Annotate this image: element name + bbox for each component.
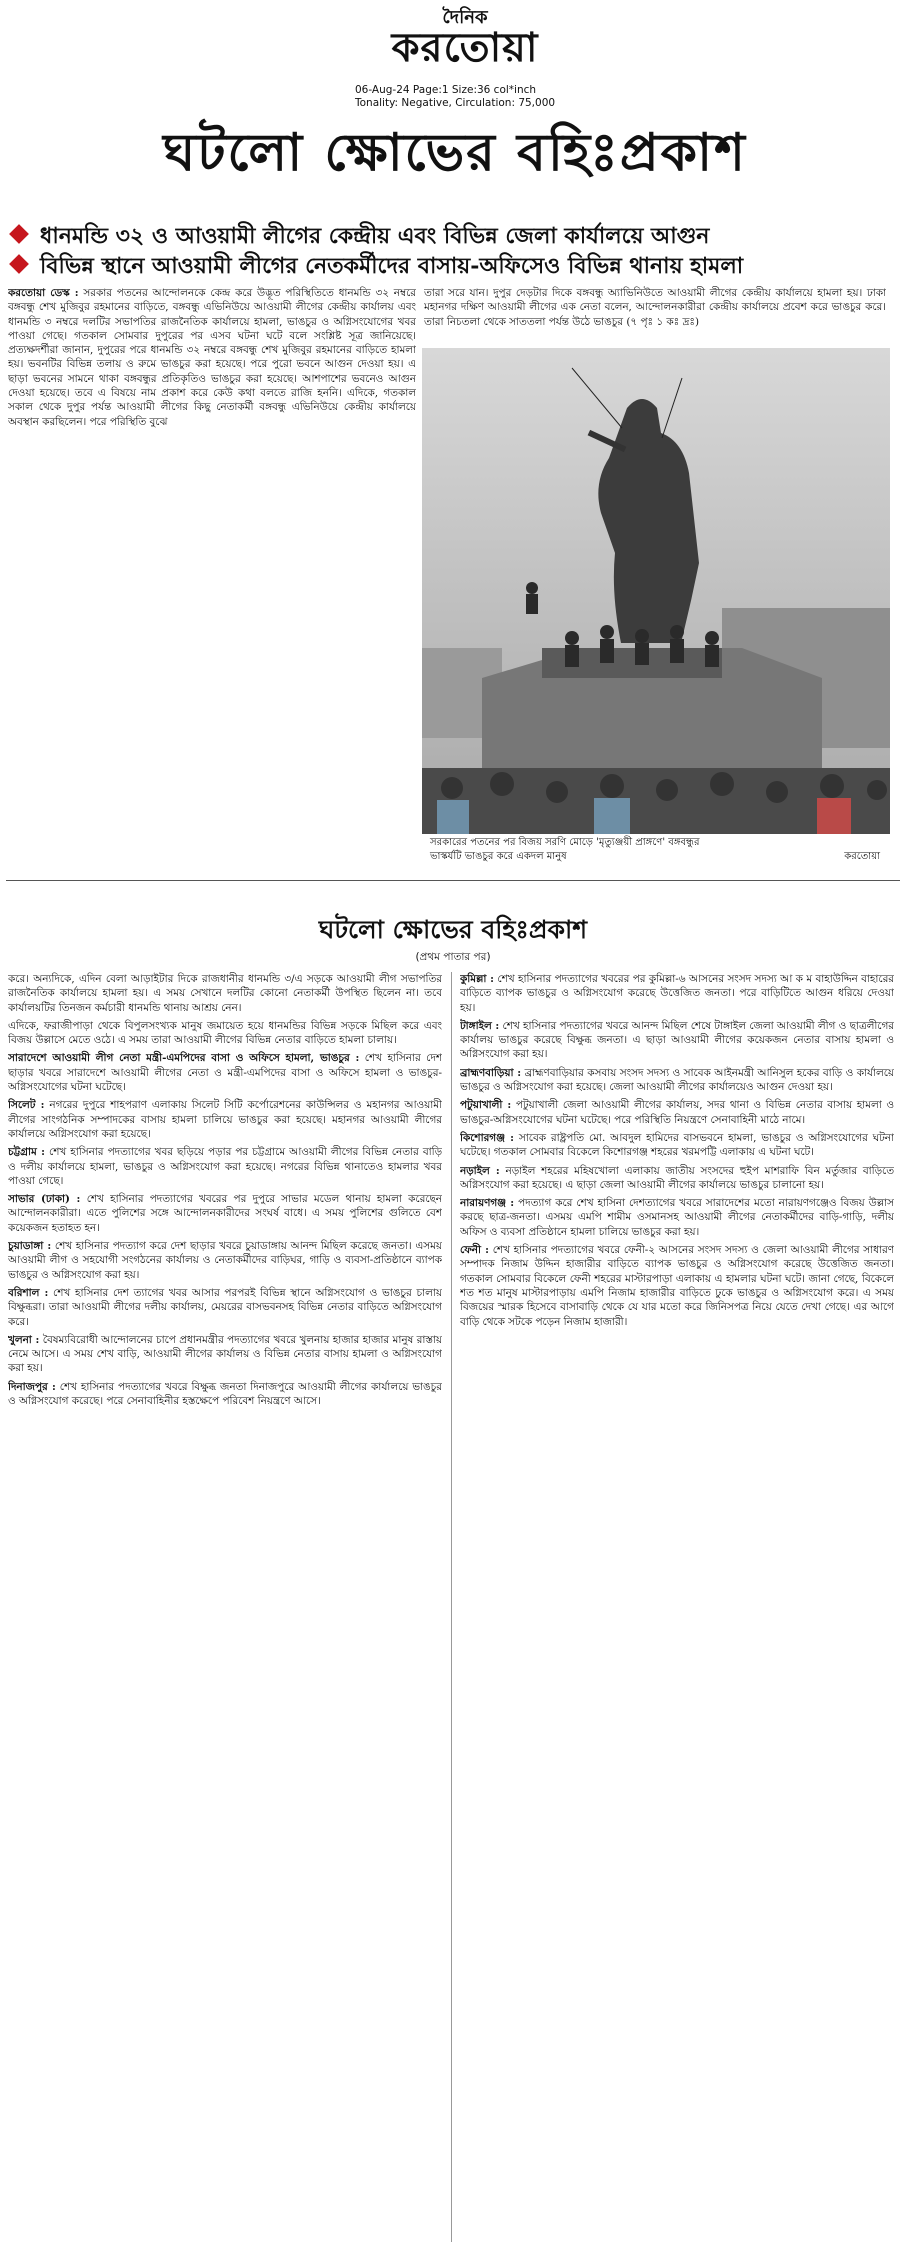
caption-line-2: ভাস্কর্যটি ভাঙচুর করে একদল মানুষ [430,851,567,862]
continuation-left-column [8,972,442,2242]
masthead-paper-name: করতোয়া [391,24,539,71]
column-divider [451,972,452,2242]
continuation-subtitle: (প্রথম পাতার পর) [415,951,491,963]
para-right: নড়াইল : নড়াইল শহরের মহিষখোলা এলাকায় জাতীয় সংসদের হুইপ মাশরাফি বিন মর্তুজার বাড়িতে অগ্নিসংযোগ করা হয়েছে। এ ছাড়া জেলা আওয়ামী লীগের কার্যালয়ে ভাঙচুর চালানো হয়। [460,1164,894,1191]
caption-line-2-row [430,850,880,864]
para-right: কিশোরগঞ্জ : সাবেক রাষ্ট্রপতি মো. আবদুল হামিদের বাসভবনে হামলা, ভাঙচুর ও অগ্নিসংযোগের ঘটনা ঘটেছে। গতকাল সোমবার বিকেলে কিশোরগঞ্জ শহরের খরমপট্টি এলাকায় এ ঘটনা ঘটে। [460,1131,894,1159]
subhead-2-text: বিভিন্ন স্থানে আওয়ামী লীগের নেতকর্মীদের বাসায়-অফিসেও বিভিন্ন থানায় হামলা [40,253,744,279]
lead-body-right: তারা সরে যান। দুপুর দেড়টার দিকে বঙ্গবন্ধু অ্যাভিনিউতে আওয়ামী লীগের কেন্দ্রীয় কার্যালয়ে হামলা হয়। ঢাকা মহানগর দক্ষিণ আওয়ামী লীগের এক নেতা বলেন, আন্দোলনকারীরা কেন্দ্রীয় কার্যালয়ে প্রবেশ করে ভাঙচুর করে। তারা নিচতলা থেকে সাততলা পর্যন্ত উঠে ভাঙচুর [424,287,886,328]
clipping-meta [355,84,555,110]
red-diamond-icon [9,224,29,244]
lead-dateline: করতোয়া ডেস্ক : [8,287,79,299]
para-left: সারাদেশে আওয়ামী লীগ নেতা মন্ত্রী-এমপিদের বাসা ও অফিসে হামলা, ভাঙচুর : শেখ হাসিনার দেশ ছাড়ার খবরে সারাদেশে আওয়ামী লীগের নেতা ও মন্ত্রী-এমপিদের বাসা ও অফিসে হামলা ও ভাঙচুর-অগ্নিসংযোগের ঘটনা ঘটেছে। [8,1052,442,1094]
para-right: নারায়ণগঞ্জ : পদত্যাগ করে শেখ হাসিনা দেশত্যাগের খবরে সারাদেশের মতো নারায়ণগঞ্জেও বিজয় উল্লাস করছে ছাত্র-জনতা। এসময় এমপি শামীম ওসমানসহ আওয়ামী লীগের নেতাকর্মীদের বাড়ি-গাড়ি, দলীয় অফিস ও ব্যবসা প্রতিষ্ঠানে হামলা চালিয়ে ভাঙচুর করা হয়। [460,1197,894,1238]
para-right: পটুয়াখালী : পটুয়াখালী জেলা আওয়ামী লীগের কার্যালয়, সদর থানা ও বিভিন্ন নেতার বাসায় হামলা ও ভাঙচুর-অগ্নিসংযোগের ঘটনা ঘটেছে। পরে পরিস্থিতি নিয়ন্ত্রণে সেনাবাহিনী মাঠে নামে। [460,1099,894,1126]
caption-credit: করতোয়া [844,851,880,862]
para-left: এদিকে, ফরাজীপাড়া থেকে বিপুলসংখ্যক মানুষ জমায়েত হয়ে ধানমন্ডির বিভিন্ন সড়কে মিছিল করে এবং বিজয় উল্লাসে মেতে ওঠে। এ সময় তারা আওয়ামী লীগের বিভিন্ন নেতার বাড়িতে হামলা চালায়। [8,1019,442,1047]
para-left: খুলনা : বৈষম্যবিরোধী আন্দোলনের চাপে প্রধানমন্ত্রীর পদত্যাগের খবরে খুলনায় হাজার হাজার মানুষ রাস্তায় নেমে আসে। এ সময় শেখ বাড়ি, আওয়ামী লীগের কার্যালয় ও বিভিন্ন নেতার বাসায় হামলা ও অগ্নিসংযোগ করা হয়। [8,1333,442,1375]
para-right: টাঙ্গাইল : শেখ হাসিনার পদত্যাগের খবরে আনন্দ মিছিল শেষে টাঙ্গাইল জেলা আওয়ামী লীগ ও ছাত্রলীগের কার্যালয় ভাঙচুর করেছে বিক্ষুব্ধ জনতা। এ ছাড়া আওয়ামী লীগের কয়েকজন নেতার বাসায় হামলা ও অগ্নিসংযোগ করা হয়। [460,1019,894,1061]
continuation-right-column [460,972,894,2242]
subhead-2 [6,252,743,280]
lead-body-left: সরকার পতনের আন্দোলনকে কেন্দ্র করে উদ্ভূত পরিস্থিতিতে ধানমন্ডি ৩২ নম্বরে বঙ্গবন্ধু শেখ মুজিবুর রহমানের বাড়িতে, বঙ্গবন্ধু এভিনিউয়ে আওয়ামী লীগের কেন্দ্রীয় কার্যালয় এবং ধানমন্ডি ৩ নম্বরে দলটির সভাপতির রাজনৈতিক কার্যালয়ে হামলা, ভাঙচুর ও অগ্নিসংযোগের খবর পাওয়া গেছে। গতকাল সোমবার দুপুরের পর এসব ঘটনা ঘটে বলে সংশ্লিষ্ট সূত্র জানিয়েছে। প্রত্যক্ষদর্শীরা জানান, দুপুরের পরে ধানমন্ডি ৩২ নম্বরে বঙ্গবন্ধু শেখ মুজিবুর রহমানের বাড়িতে হামলা হয়। ভবনটির বিভিন্ন তলায় ও রুমে ভাঙচুর করা হয়েছে। পরে পুরো ভবনে আগুন দেওয়া হয়। এ ছাড়া ভবনের সামনে থাকা বঙ্গবন্ধুর প্রতিকৃতিও ভাঙচুর করা হয়েছে। আশপাশের ভবনেও আগুন দেওয়া হয়েছে। তবে এ বিষয়ে নাম প্রকাশ করে কেউ কথা বলতে রাজি হননি। এদিকে, গতকাল সকাল থেকে দুপুর পর্যন্ত আওয়ামী লীগের কিছু নেতাকর্মী বঙ্গবন্ধু এভিনিউয়ে কেন্দ্রীয় কার্যালয়ে অবস্থান করছিলেন। পরে পরিস্থিতি বুঝে [8,287,416,428]
lead-story-right [424,286,886,346]
para-left: করে। অন্যদিকে, এদিন বেলা আড়াইটার দিকে রাজধানীর ধানমন্ডি ৩/এ সড়কে আওয়ামী লীগ সভাপতির রাজনৈতিক কার্যালয়ে হামলা হয়। এ সময় সেখানে দলটির কোনো নেতাকর্মী উপস্থিত ছিলেন না। তবে কার্যালয়টির তিনজন কর্মচারী ধানমন্ডি থানায় আশ্রয় নেন। [8,973,442,1014]
para-right: কুমিল্লা : শেখ হাসিনার পদত্যাগের খবরের পর কুমিল্লা-৬ আসনের সংসদ সদস্য আ ক ম বাহাউদ্দিন বাহারের বাড়িতে ব্যাপক ভাঙচুর ও অগ্নিসংযোগ করেছে উত্তেজিত জনতা। পরে বাড়িটিতে আগুন ধরিয়ে দেওয়া হয়। [460,973,894,1014]
caption-line-1: সরকারের পতনের পর বিজয় সরণি মোড়ে 'মৃত্যুঞ্জয়ী প্রাঙ্গণে' বঙ্গবন্ধুর [430,837,700,848]
main-headline: ঘটলো ক্ষোভের বহিঃপ্রকাশ [163,122,747,183]
para-left: সাভার (ঢাকা) : শেখ হাসিনার পদত্যাগের খবরের পর দুপুরে সাভার মডেল থানায় হামলা করেছেন আন্দোলনকারীরা। এতে পুলিশের সঙ্গে আন্দোলনকারীদের সংঘর্ষ বাধে। এ সময় পুলিশের গুলিতে বেশ কয়েকজন হতাহত হন। [8,1193,442,1234]
para-right: ব্রাহ্মণবাড়িয়া : ব্রাহ্মণবাড়িয়ার কসবায় সংসদ সদস্য ও সাবেক আইনমন্ত্রী আনিসুল হকের বাড়ি ও কার্যালয়ে ভাঙচুর ও অগ্নিসংযোগ করা হয়েছে। জেলা আওয়ামী লীগের কার্যালয়েও আগুন দেওয়া হয়। [460,1066,894,1094]
para-left: বরিশাল : শেখ হাসিনার দেশ ত্যাগের খবর আসার পরপরই বিভিন্ন স্থানে অগ্নিসংযোগ ও ভাঙচুর চালায় বিক্ষুব্ধরা। তারা আওয়ামী লীগের দলীয় কার্যালয়, মেয়রের বাসভবনসহ বিভিন্ন নেতার বাড়িতে অগ্নিসংযোগ করে। [8,1286,442,1328]
clipping-date-size: 06-Aug-24 Page:1 Size:36 col*inch [355,84,537,96]
para-left: চট্টগ্রাম : শেখ হাসিনার পদত্যাগের খবর ছড়িয়ে পড়ার পর চট্টগ্রামে আওয়ামী লীগের বিভিন্ন নেতার বাড়ি ও দলীয় কার্যালয়ে হামলা, ভাঙচুর ও অগ্নিসংযোগ করা হয়েছে। নগরের বিভিন্ন থানাতেও হামলার খবর পাওয়া গেছে। [8,1146,442,1187]
para-left: দিনাজপুর : শেখ হাসিনার পদত্যাগের খবরে বিক্ষুব্ধ জনতা দিনাজপুরে আওয়ামী লীগের কার্যালয়ে ভাঙচুর ও অগ্নিসংযোগ করেছে। পরে সেনাবাহিনীর হস্তক্ষেপে পরিবেশ নিয়ন্ত্রণে আসে। [8,1380,442,1408]
statue-photo [422,348,890,834]
para-left: চুয়াডাঙ্গা : শেখ হাসিনার পদত্যাগ করে দেশ ছাড়ার খবরে চুয়াডাঙ্গায় আনন্দ মিছিল করেছে জনতা। এসময় আওয়ামী লীগ ও সহযোগী সংগঠনের কার্যালয় ও নেতাকর্মীদের বাড়িঘর, গাড়ি ও ব্যবসা-প্রতিষ্ঠানে ব্যাপক ভাঙচুর ও অগ্নিসংযোগ করা হয়। [8,1240,442,1281]
continuation-headline: ঘটলো ক্ষোভের বহিঃপ্রকাশ [318,915,588,944]
photo-caption [430,836,880,864]
subhead-1 [6,222,709,250]
para-right: ফেনী : শেখ হাসিনার পদত্যাগের খবরে ফেনী-২ আসনের সংসদ সদস্য ও জেলা আওয়ামী লীগের সাধারণ সম্পাদক নিজাম উদ্দিন হাজারীর বাড়িতে ব্যাপক ভাঙচুর ও অগ্নিসংযোগ করেছে উত্তেজিত জনতা। গতকাল সোমবার বিকেলে ফেনী শহরের মাস্টারপাড়া এলাকায় এ হামলার ঘটনা ঘটে। জানা গেছে, বিকেলে শত শত মানুষ মাস্টারপাড়ায় এমপি নিজাম হাজারীর বাড়িতে ঢুকে ভাঙচুর ও অগ্নিসংযোগ করে। এ সময় বিজয়ের স্মারক হিসেবে বাসাবাড়ি থেকে যে যার মতো করে জিনিসপত্র নিয়ে যেতে দেখা গেছে। এর আগে বাড়ি থেকে সটকে পড়েন নিজাম হাজারী। [460,1244,894,1328]
newspaper-masthead [300,7,630,71]
lead-jump-reference: (৭ পৃঃ ১ কঃ দ্রঃ) [626,315,700,328]
para-left: সিলেট : নগরের দুপুরে শাহপরাণ এলাকায় সিলেট সিটি কর্পোরেশনের কাউন্সিলর ও মহানগর আওয়ামী লীগের সাংগঠনিক সম্পাদকের বাসায় হামলা চালিয়ে ভাঙচুর করা হয়েছে। মহানগর আওয়ামী লীগের কার্যালয়ে অগ্নিসংযোগ করা হয়েছে। [8,1099,442,1140]
subhead-1-text: ধানমন্ডি ৩২ ও আওয়ামী লীগের কেন্দ্রীয় এবং বিভিন্ন জেলা কার্যালয়ে আগুন [40,223,710,249]
section-divider [6,880,900,881]
masthead-daily-label: দৈনিক [442,7,488,28]
red-diamond-icon [9,254,29,274]
photo-illustration [422,348,890,834]
clipping-tonality: Tonality: Negative, Circulation: 75,000 [355,97,556,109]
lead-story-left [8,286,416,616]
